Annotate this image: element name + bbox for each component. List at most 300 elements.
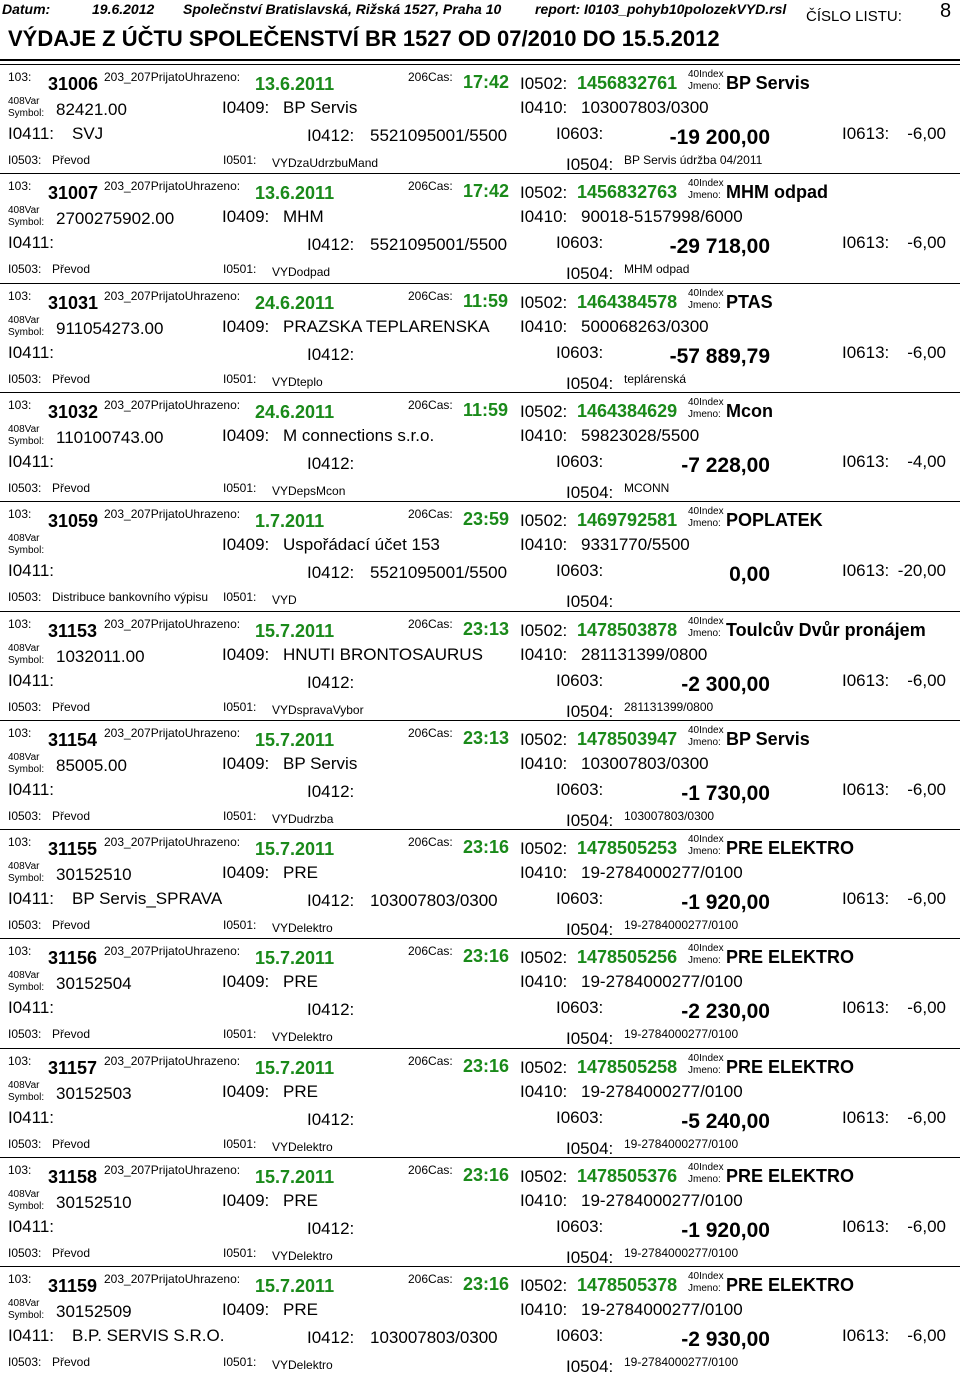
label-408var: 408Var bbox=[8, 1298, 40, 1309]
record-i0504: 19-2784000277/0100 bbox=[624, 1355, 739, 1369]
label-i0504: I0504: bbox=[566, 1029, 614, 1048]
record-i0501: VYDelektro bbox=[272, 1358, 333, 1372]
record-variable-symbol: 2700275902.00 bbox=[56, 209, 175, 228]
label-408var: 408Var bbox=[8, 533, 40, 544]
record-i0502: 1469792581 bbox=[577, 510, 678, 530]
label-203: 203_207PrijatoUhrazeno: bbox=[104, 617, 241, 631]
label-i0603: I0603: bbox=[556, 1326, 604, 1345]
label-i0503: I0503: bbox=[8, 809, 42, 823]
record-variable-symbol: 30152510 bbox=[56, 865, 132, 884]
record-fee: -6,00 bbox=[907, 780, 946, 799]
label-i0502: I0502: bbox=[520, 293, 568, 312]
record-i0410: 19-2784000277/0100 bbox=[581, 1191, 743, 1210]
label-408var: 408Var bbox=[8, 315, 40, 326]
label-i0412: I0412: bbox=[307, 126, 355, 145]
record-divider bbox=[0, 720, 960, 721]
label-i0501: I0501: bbox=[223, 481, 257, 495]
record-partner-name: PTAS bbox=[726, 292, 773, 312]
record-id: 31059 bbox=[48, 511, 99, 531]
record-i0503: Převod bbox=[52, 153, 91, 167]
label-i0603: I0603: bbox=[556, 233, 604, 252]
label-i0503: I0503: bbox=[8, 918, 42, 932]
record-variable-symbol: 911054273.00 bbox=[56, 319, 164, 338]
record-fee: -6,00 bbox=[907, 343, 946, 362]
record-date: 13.6.2011 bbox=[255, 74, 335, 94]
label-i0501: I0501: bbox=[223, 1246, 257, 1260]
label-i0503: I0503: bbox=[8, 700, 42, 714]
label-i0412: I0412: bbox=[307, 1328, 355, 1347]
label-i0411: I0411: bbox=[8, 233, 55, 252]
record-divider bbox=[0, 501, 960, 502]
record-date: 24.6.2011 bbox=[255, 402, 335, 422]
label-i0501: I0501: bbox=[223, 153, 257, 167]
page-number-label: ČÍSLO LISTU: bbox=[806, 8, 902, 25]
label-i0504: I0504: bbox=[566, 1357, 614, 1376]
record-i0409: MHM bbox=[283, 207, 324, 226]
label-203: 203_207PrijatoUhrazeno: bbox=[104, 835, 241, 849]
label-i0613: I0613: bbox=[842, 233, 890, 252]
transaction-record bbox=[0, 1048, 960, 1156]
label-i0412: I0412: bbox=[307, 1219, 355, 1238]
record-amount: -29 718,00 bbox=[669, 235, 770, 258]
label-203: 203_207PrijatoUhrazeno: bbox=[104, 726, 241, 740]
label-40index: 40Index bbox=[688, 506, 724, 517]
label-jmeno: Jmeno: bbox=[688, 190, 721, 201]
label-jmeno: Jmeno: bbox=[688, 737, 721, 748]
record-i0503: Převod bbox=[52, 1246, 91, 1260]
label-i0603: I0603: bbox=[556, 998, 604, 1017]
record-i0411: BP Servis_SPRAVA bbox=[72, 889, 223, 908]
record-variable-symbol: 30152509 bbox=[56, 1302, 132, 1321]
label-40index: 40Index bbox=[688, 725, 724, 736]
label-i0412: I0412: bbox=[307, 891, 355, 910]
record-time: 23:16 bbox=[463, 1274, 510, 1294]
label-i0501: I0501: bbox=[223, 1355, 257, 1369]
label-i0504: I0504: bbox=[566, 1139, 614, 1158]
record-i0501: VYDudrzba bbox=[272, 812, 334, 826]
report-header bbox=[0, 0, 960, 62]
record-divider bbox=[0, 283, 960, 284]
record-variable-symbol: 110100743.00 bbox=[56, 428, 164, 447]
record-i0501: VYDelektro bbox=[272, 1030, 333, 1044]
report-date: 19.6.2012 bbox=[92, 1, 155, 17]
label-408var: 408Var bbox=[8, 970, 40, 981]
record-variable-symbol: 30152504 bbox=[56, 974, 132, 993]
label-408var: 408Var bbox=[8, 424, 40, 435]
label-i0503: I0503: bbox=[8, 590, 42, 604]
label-symbol: Symbol: bbox=[8, 1201, 45, 1212]
label-103: 103: bbox=[8, 1163, 32, 1177]
label-i0504: I0504: bbox=[566, 592, 614, 611]
record-partner-name: BP Servis bbox=[726, 73, 810, 93]
record-i0502: 1456832761 bbox=[577, 73, 678, 93]
label-103: 103: bbox=[8, 944, 32, 958]
label-i0501: I0501: bbox=[223, 700, 257, 714]
transaction-record bbox=[0, 392, 960, 500]
record-i0502: 1478505376 bbox=[577, 1166, 678, 1186]
record-i0501: VYDspravaVybor bbox=[272, 703, 364, 717]
label-i0613: I0613: bbox=[842, 780, 890, 799]
label-203: 203_207PrijatoUhrazeno: bbox=[104, 398, 241, 412]
transaction-record bbox=[0, 501, 960, 609]
label-103: 103: bbox=[8, 617, 32, 631]
label-i0502: I0502: bbox=[520, 1167, 568, 1186]
label-203: 203_207PrijatoUhrazeno: bbox=[104, 1054, 241, 1068]
label-i0613: I0613: bbox=[842, 561, 890, 580]
label-206: 206Cas: bbox=[408, 1272, 453, 1286]
label-i0502: I0502: bbox=[520, 621, 568, 640]
record-divider bbox=[0, 173, 960, 174]
record-date: 15.7.2011 bbox=[255, 730, 335, 750]
record-i0501: VYDelektro bbox=[272, 1249, 333, 1263]
record-i0504: 103007803/0300 bbox=[624, 809, 715, 823]
label-i0613: I0613: bbox=[842, 889, 890, 908]
record-id: 31031 bbox=[48, 293, 99, 313]
label-206: 206Cas: bbox=[408, 70, 453, 84]
record-amount: -1 730,00 bbox=[681, 782, 770, 805]
record-i0504: teplárenská bbox=[624, 372, 687, 386]
record-i0502: 1464384578 bbox=[577, 292, 678, 312]
label-i0409: I0409: bbox=[222, 207, 270, 226]
label-i0504: I0504: bbox=[566, 1248, 614, 1267]
record-i0503: Převod bbox=[52, 372, 91, 386]
label-i0501: I0501: bbox=[223, 1027, 257, 1041]
record-i0409: HNUTI BRONTOSAURUS bbox=[283, 645, 483, 664]
label-103: 103: bbox=[8, 70, 32, 84]
label-i0412: I0412: bbox=[307, 1000, 355, 1019]
record-time: 23:16 bbox=[463, 837, 510, 857]
transaction-record bbox=[0, 1157, 960, 1265]
label-symbol: Symbol: bbox=[8, 655, 45, 666]
record-i0504: 19-2784000277/0100 bbox=[624, 1246, 739, 1260]
label-i0411: I0411: bbox=[8, 998, 55, 1017]
record-variable-symbol: 1032011.00 bbox=[56, 647, 145, 666]
transaction-record bbox=[0, 720, 960, 828]
label-i0410: I0410: bbox=[520, 754, 568, 773]
label-i0412: I0412: bbox=[307, 345, 355, 364]
record-i0504: MCONN bbox=[624, 481, 670, 495]
label-symbol: Symbol: bbox=[8, 327, 45, 338]
label-206: 206Cas: bbox=[408, 835, 453, 849]
record-i0502: 1456832763 bbox=[577, 182, 678, 202]
label-40index: 40Index bbox=[688, 1053, 724, 1064]
label-i0503: I0503: bbox=[8, 1027, 42, 1041]
record-i0501: VYDzaUdrzbuMand bbox=[272, 156, 379, 170]
label-206: 206Cas: bbox=[408, 179, 453, 193]
label-i0504: I0504: bbox=[566, 374, 614, 393]
label-103: 103: bbox=[8, 835, 32, 849]
record-id: 31157 bbox=[48, 1058, 98, 1078]
record-partner-name: MHM odpad bbox=[726, 182, 828, 202]
record-i0410: 90018-5157998/6000 bbox=[581, 207, 743, 226]
label-103: 103: bbox=[8, 726, 32, 740]
label-408var: 408Var bbox=[8, 643, 40, 654]
record-i0503: Převod bbox=[52, 809, 91, 823]
record-fee: -6,00 bbox=[907, 889, 946, 908]
label-i0613: I0613: bbox=[842, 998, 890, 1017]
record-date: 15.7.2011 bbox=[255, 1058, 335, 1078]
record-i0410: 103007803/0300 bbox=[581, 754, 709, 773]
record-partner-name: POPLATEK bbox=[726, 510, 823, 530]
record-divider bbox=[0, 1157, 960, 1158]
label-symbol: Symbol: bbox=[8, 873, 45, 884]
record-amount: -1 920,00 bbox=[681, 891, 770, 914]
label-i0613: I0613: bbox=[842, 671, 890, 690]
transaction-record bbox=[0, 611, 960, 719]
record-time: 23:16 bbox=[463, 1056, 510, 1076]
label-i0603: I0603: bbox=[556, 452, 604, 471]
record-time: 17:42 bbox=[463, 181, 510, 201]
record-i0410: 19-2784000277/0100 bbox=[581, 1300, 743, 1319]
record-fee: -6,00 bbox=[907, 124, 946, 143]
record-partner-name: Toulcův Dvůr pronájem bbox=[726, 620, 926, 640]
record-partner-name: PRE ELEKTRO bbox=[726, 1275, 855, 1295]
label-i0501: I0501: bbox=[223, 918, 257, 932]
record-fee: -6,00 bbox=[907, 233, 946, 252]
record-amount: -57 889,79 bbox=[669, 345, 770, 368]
record-i0412: 5521095001/5500 bbox=[370, 235, 508, 254]
record-divider bbox=[0, 64, 960, 65]
label-i0411: I0411: bbox=[8, 343, 55, 362]
record-partner-name: BP Servis bbox=[726, 729, 810, 749]
record-i0412: 103007803/0300 bbox=[370, 891, 498, 910]
label-i0410: I0410: bbox=[520, 1191, 568, 1210]
date-label: Datum: bbox=[2, 1, 51, 17]
record-i0501: VYDelektro bbox=[272, 921, 333, 935]
label-i0504: I0504: bbox=[566, 483, 614, 502]
record-variable-symbol: 82421.00 bbox=[56, 100, 127, 119]
record-amount: -5 240,00 bbox=[681, 1110, 770, 1133]
record-i0504: 19-2784000277/0100 bbox=[624, 1027, 739, 1041]
label-i0603: I0603: bbox=[556, 561, 604, 580]
label-i0411: I0411: bbox=[8, 1326, 55, 1345]
label-i0501: I0501: bbox=[223, 372, 257, 386]
record-i0410: 500068263/0300 bbox=[581, 317, 709, 336]
record-i0409: PRE bbox=[283, 1082, 318, 1101]
record-variable-symbol: 30152503 bbox=[56, 1084, 132, 1103]
label-203: 203_207PrijatoUhrazeno: bbox=[104, 507, 241, 521]
record-id: 31156 bbox=[48, 948, 98, 968]
label-jmeno: Jmeno: bbox=[688, 518, 721, 529]
page-title: VÝDAJE Z ÚČTU SPOLEČENSTVÍ BR 1527 OD 07/2010 DO 15.5.2012 bbox=[8, 26, 720, 51]
transaction-record bbox=[0, 829, 960, 937]
label-jmeno: Jmeno: bbox=[688, 409, 721, 420]
record-i0503: Převod bbox=[52, 262, 91, 276]
label-symbol: Symbol: bbox=[8, 108, 45, 119]
record-i0409: BP Servis bbox=[283, 98, 358, 117]
record-i0410: 19-2784000277/0100 bbox=[581, 1082, 743, 1101]
label-i0412: I0412: bbox=[307, 782, 355, 801]
label-206: 206Cas: bbox=[408, 1163, 453, 1177]
label-i0504: I0504: bbox=[566, 702, 614, 721]
label-i0503: I0503: bbox=[8, 262, 42, 276]
label-i0410: I0410: bbox=[520, 98, 568, 117]
record-fee: -6,00 bbox=[907, 998, 946, 1017]
record-id: 31158 bbox=[48, 1167, 98, 1187]
label-i0503: I0503: bbox=[8, 153, 42, 167]
label-i0603: I0603: bbox=[556, 889, 604, 908]
label-i0503: I0503: bbox=[8, 372, 42, 386]
label-i0409: I0409: bbox=[222, 1082, 270, 1101]
record-i0411: SVJ bbox=[72, 124, 104, 143]
label-i0503: I0503: bbox=[8, 481, 42, 495]
label-symbol: Symbol: bbox=[8, 545, 45, 556]
label-203: 203_207PrijatoUhrazeno: bbox=[104, 289, 241, 303]
record-i0410: 59823028/5500 bbox=[581, 426, 700, 445]
record-i0409: Uspořádací účet 153 bbox=[283, 535, 440, 554]
transaction-record bbox=[0, 1266, 960, 1374]
record-id: 31007 bbox=[48, 183, 99, 203]
record-i0409: BP Servis bbox=[283, 754, 358, 773]
record-i0502: 1478503878 bbox=[577, 620, 678, 640]
record-divider bbox=[0, 829, 960, 830]
label-40index: 40Index bbox=[688, 1162, 724, 1173]
record-time: 23:13 bbox=[463, 619, 510, 639]
record-divider bbox=[0, 1048, 960, 1049]
company-name: Společnství Bratislavská, Rižská 1527, Praha 10 bbox=[183, 1, 502, 17]
label-i0613: I0613: bbox=[842, 124, 890, 143]
label-40index: 40Index bbox=[688, 397, 724, 408]
record-i0504: 19-2784000277/0100 bbox=[624, 1137, 739, 1151]
label-i0613: I0613: bbox=[842, 1326, 890, 1345]
record-i0503: Převod bbox=[52, 1027, 91, 1041]
label-206: 206Cas: bbox=[408, 507, 453, 521]
label-i0410: I0410: bbox=[520, 972, 568, 991]
label-i0502: I0502: bbox=[520, 183, 568, 202]
record-fee: -6,00 bbox=[907, 1217, 946, 1236]
label-symbol: Symbol: bbox=[8, 217, 45, 228]
record-i0502: 1478503947 bbox=[577, 729, 678, 749]
label-i0411: I0411: bbox=[8, 889, 55, 908]
record-id: 31155 bbox=[48, 839, 98, 859]
record-id: 31153 bbox=[48, 621, 98, 641]
label-206: 206Cas: bbox=[408, 398, 453, 412]
label-i0613: I0613: bbox=[842, 1217, 890, 1236]
label-40index: 40Index bbox=[688, 943, 724, 954]
record-fee: -20,00 bbox=[897, 561, 946, 580]
record-partner-name: PRE ELEKTRO bbox=[726, 1166, 855, 1186]
record-i0503: Převod bbox=[52, 1137, 91, 1151]
record-i0409: PRE bbox=[283, 1300, 318, 1319]
record-time: 23:16 bbox=[463, 946, 510, 966]
record-time: 23:59 bbox=[463, 509, 510, 529]
label-jmeno: Jmeno: bbox=[688, 955, 721, 966]
record-date: 15.7.2011 bbox=[255, 948, 335, 968]
label-203: 203_207PrijatoUhrazeno: bbox=[104, 1163, 241, 1177]
record-time: 23:13 bbox=[463, 728, 510, 748]
record-i0501: VYD bbox=[272, 593, 297, 607]
label-i0409: I0409: bbox=[222, 426, 270, 445]
label-symbol: Symbol: bbox=[8, 1310, 45, 1321]
record-divider bbox=[0, 938, 960, 939]
record-amount: -19 200,00 bbox=[669, 126, 770, 149]
label-408var: 408Var bbox=[8, 96, 40, 107]
label-jmeno: Jmeno: bbox=[688, 81, 721, 92]
label-i0603: I0603: bbox=[556, 671, 604, 690]
header-divider bbox=[0, 59, 960, 61]
label-40index: 40Index bbox=[688, 1271, 724, 1282]
label-103: 103: bbox=[8, 1272, 32, 1286]
label-i0502: I0502: bbox=[520, 948, 568, 967]
label-i0501: I0501: bbox=[223, 1137, 257, 1151]
record-fee: -4,00 bbox=[907, 452, 946, 471]
label-408var: 408Var bbox=[8, 752, 40, 763]
page-number: 8 bbox=[940, 0, 952, 22]
record-i0411: B.P. SERVIS S.R.O. bbox=[72, 1326, 225, 1345]
report-name: report: I0103_pohyb10polozekVYD.rsl bbox=[535, 1, 787, 17]
label-i0411: I0411: bbox=[8, 124, 55, 143]
record-id: 31159 bbox=[48, 1276, 98, 1296]
label-i0613: I0613: bbox=[842, 1108, 890, 1127]
label-103: 103: bbox=[8, 1054, 32, 1068]
record-i0504: BP Servis údržba 04/2011 bbox=[624, 153, 763, 167]
label-203: 203_207PrijatoUhrazeno: bbox=[104, 944, 241, 958]
label-i0410: I0410: bbox=[520, 426, 568, 445]
label-i0412: I0412: bbox=[307, 454, 355, 473]
record-fee: -6,00 bbox=[907, 1326, 946, 1345]
label-i0409: I0409: bbox=[222, 98, 270, 117]
label-i0613: I0613: bbox=[842, 452, 890, 471]
record-i0503: Převod bbox=[52, 1355, 91, 1369]
label-i0410: I0410: bbox=[520, 645, 568, 664]
record-i0409: PRE bbox=[283, 972, 318, 991]
record-time: 11:59 bbox=[463, 400, 509, 420]
label-symbol: Symbol: bbox=[8, 436, 45, 447]
record-variable-symbol: 30152510 bbox=[56, 1193, 132, 1212]
label-i0409: I0409: bbox=[222, 317, 270, 336]
transaction-record bbox=[0, 173, 960, 281]
record-i0503: Převod bbox=[52, 700, 91, 714]
label-206: 206Cas: bbox=[408, 1054, 453, 1068]
label-i0613: I0613: bbox=[842, 343, 890, 362]
label-i0410: I0410: bbox=[520, 1300, 568, 1319]
record-date: 1.7.2011 bbox=[255, 511, 325, 531]
record-i0409: PRAZSKA TEPLARENSKA bbox=[283, 317, 490, 336]
label-jmeno: Jmeno: bbox=[688, 846, 721, 857]
label-i0502: I0502: bbox=[520, 74, 568, 93]
record-i0501: VYDteplo bbox=[272, 375, 323, 389]
label-i0603: I0603: bbox=[556, 343, 604, 362]
label-i0502: I0502: bbox=[520, 1276, 568, 1295]
label-206: 206Cas: bbox=[408, 726, 453, 740]
record-date: 15.7.2011 bbox=[255, 1167, 335, 1187]
label-i0409: I0409: bbox=[222, 754, 270, 773]
label-i0410: I0410: bbox=[520, 863, 568, 882]
label-i0409: I0409: bbox=[222, 972, 270, 991]
label-i0409: I0409: bbox=[222, 535, 270, 554]
record-i0410: 19-2784000277/0100 bbox=[581, 972, 743, 991]
record-divider bbox=[0, 1266, 960, 1267]
label-jmeno: Jmeno: bbox=[688, 1174, 721, 1185]
record-i0410: 9331770/5500 bbox=[581, 535, 690, 554]
record-i0502: 1464384629 bbox=[577, 401, 678, 421]
label-i0411: I0411: bbox=[8, 1108, 55, 1127]
record-date: 13.6.2011 bbox=[255, 183, 335, 203]
label-i0603: I0603: bbox=[556, 1217, 604, 1236]
label-103: 103: bbox=[8, 398, 32, 412]
label-408var: 408Var bbox=[8, 861, 40, 872]
label-103: 103: bbox=[8, 179, 32, 193]
record-i0504: MHM odpad bbox=[624, 262, 690, 276]
record-i0410: 281131399/0800 bbox=[581, 645, 708, 664]
record-i0502: 1478505258 bbox=[577, 1057, 678, 1077]
record-i0504: 281131399/0800 bbox=[624, 700, 714, 714]
label-i0503: I0503: bbox=[8, 1355, 42, 1369]
record-i0410: 19-2784000277/0100 bbox=[581, 863, 743, 882]
record-partner-name: PRE ELEKTRO bbox=[726, 947, 855, 967]
label-i0603: I0603: bbox=[556, 780, 604, 799]
label-i0412: I0412: bbox=[307, 1110, 355, 1129]
